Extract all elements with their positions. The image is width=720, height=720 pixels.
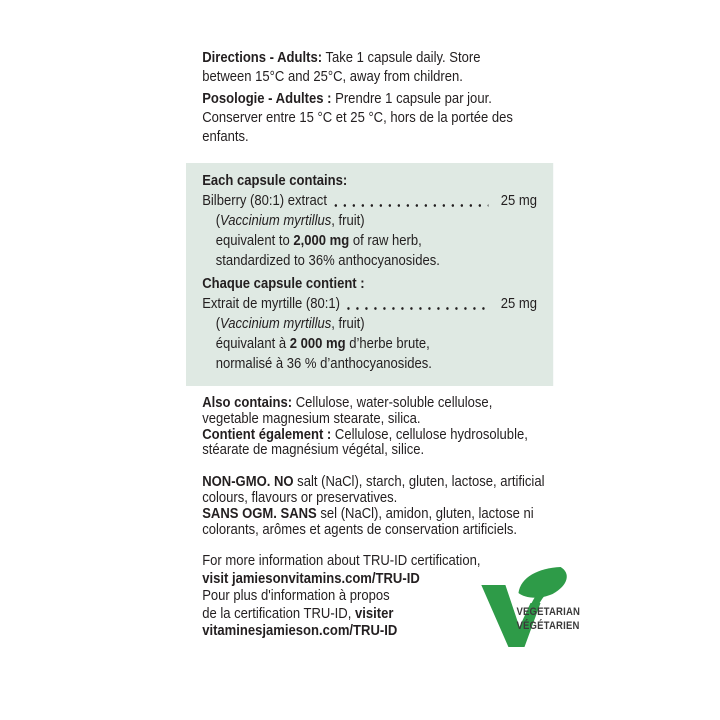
also-contains-fr-line1 — [202, 428, 553, 444]
also-contains-section — [186, 396, 553, 459]
standardized-line-en: standardized to 36% anthocyanosides. — [215, 253, 440, 269]
latin-binomial: Vaccinium myrtillus — [220, 213, 332, 229]
non-gmo-en-label: NON-GMO. NO — [202, 474, 294, 491]
ingredient-amount-en: 25 mg — [500, 193, 537, 209]
posologie-fr-line3: enfants. — [202, 129, 249, 145]
tru-id-section — [186, 553, 581, 649]
equivalent-pre-fr: équivalant à — [215, 336, 290, 352]
latin-open: ( — [215, 316, 221, 332]
directions-en-text: Take 1 capsule daily. Store — [322, 50, 481, 66]
equivalent-post-fr: d’herbe brute, — [345, 336, 430, 352]
posologie-fr-line1 — [202, 90, 553, 109]
non-gmo-fr-line2: colorants, arômes et agents de conservation artificiels. — [202, 521, 518, 538]
non-gmo-fr-line1 — [202, 507, 553, 523]
tru-id-line4-text: de la certification TRU-ID, — [202, 605, 355, 622]
also-contains-en-label: Also contains: — [202, 395, 293, 411]
directions-section — [186, 49, 553, 147]
ingredient-row-fr — [202, 294, 537, 314]
also-contains-fr-label: Contient également : — [202, 426, 332, 443]
panel-heading-en: Each capsule contains: — [202, 173, 348, 189]
latin-binomial: Vaccinium myrtillus — [220, 316, 332, 332]
latin-close: , fruit) — [331, 213, 365, 229]
vegetarian-logo-text — [516, 606, 580, 633]
directions-en-line2: between 15°C and 25°C, away from children. — [202, 69, 463, 85]
panel-heading-fr: Chaque capsule contient : — [202, 276, 365, 292]
equivalent-post-en: of raw herb, — [349, 233, 422, 249]
non-gmo-section — [186, 475, 553, 538]
equivalent-amount-en: 2,000 mg — [293, 233, 350, 249]
vegetarian-label-en: VEGETARIAN — [516, 606, 581, 619]
non-gmo-en-line1 — [202, 475, 553, 491]
ingredient-name-en: Bilberry (80:1) extract — [202, 193, 327, 209]
ingredient-row-en — [202, 191, 537, 211]
non-gmo-fr-label: SANS OGM. SANS — [202, 505, 317, 522]
tru-id-line4 — [202, 606, 480, 624]
non-gmo-fr-text: sel (NaCl), amidon, gluten, lactose ni — [316, 505, 534, 522]
standardized-line-fr: normalisé à 36 % d’anthocyanosides. — [215, 356, 432, 372]
tru-id-text — [202, 553, 480, 649]
ingredients-panel — [186, 163, 553, 386]
latin-open: ( — [215, 213, 221, 229]
non-gmo-en-line2: colours, flavours or preservatives. — [202, 489, 398, 506]
vegetarian-logo — [480, 565, 581, 649]
supplement-label — [186, 49, 581, 649]
posologie-fr-line2: Conserver entre 15 °C et 25 °C, hors de la portée des — [202, 110, 513, 126]
equivalent-pre-en: equivalent to — [215, 233, 294, 249]
latin-name-fr — [202, 314, 537, 334]
dot-leader — [334, 204, 488, 207]
ingredient-amount-fr: 25 mg — [500, 296, 537, 312]
equivalent-amount-fr: 2 000 mg — [289, 336, 346, 352]
posologie-fr-label: Posologie - Adultes : — [202, 91, 332, 107]
dot-leader — [347, 307, 488, 310]
non-gmo-en-text: salt (NaCl), starch, gluten, lactose, artificial — [293, 474, 545, 491]
directions-en-label: Directions - Adults: — [202, 50, 323, 66]
latin-close: , fruit) — [331, 316, 365, 332]
equivalent-line-en — [202, 231, 537, 251]
posologie-fr-text: Prendre 1 capsule par jour. — [331, 91, 492, 107]
also-contains-en-text: Cellulose, water-soluble cellulose, — [292, 395, 493, 411]
also-contains-fr-line2: stéarate de magnésium végétal, silice. — [202, 442, 425, 459]
latin-name-en — [202, 211, 537, 231]
also-contains-en-line2: vegetable magnesium stearate, silica. — [202, 410, 421, 427]
directions-en-line1 — [202, 49, 553, 68]
tru-id-url-fr: vitaminesjamieson.com/TRU-ID — [202, 623, 398, 640]
tru-id-line4-bold: visiter — [354, 605, 394, 622]
also-contains-en-line1 — [202, 396, 553, 412]
also-contains-fr-text: Cellulose, cellulose hydrosoluble, — [331, 426, 528, 443]
tru-id-line3: Pour plus d'information à propos — [202, 588, 390, 605]
equivalent-line-fr — [202, 334, 537, 354]
tru-id-line1: For more information about TRU-ID certification, — [202, 553, 481, 570]
tru-id-url-en: visit jamiesonvitamins.com/TRU-ID — [202, 570, 420, 587]
ingredient-name-fr: Extrait de myrtille (80:1) — [202, 296, 340, 312]
vegetarian-label-fr: VÉGÉTARIEN — [516, 619, 580, 632]
